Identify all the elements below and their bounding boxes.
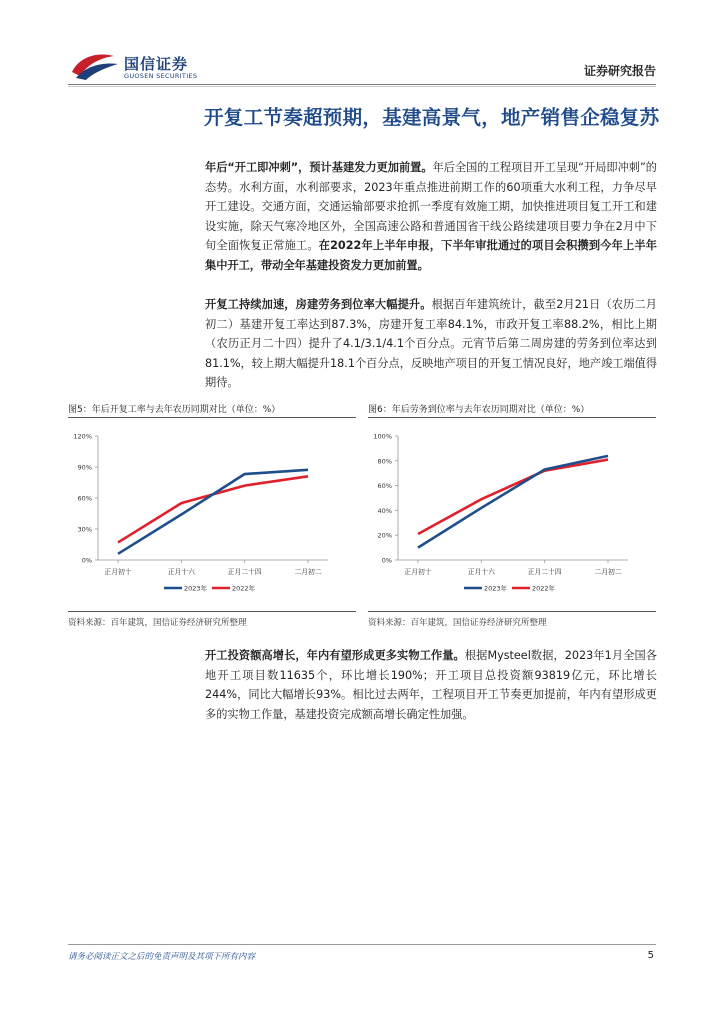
figure-5-bottom-rule — [68, 611, 356, 612]
legend-label: 2023年 — [484, 584, 508, 593]
report-type-label: 证券研究报告 — [583, 64, 656, 78]
paragraph-1 — [205, 158, 657, 276]
figure-6-title: 图6：年后劳务到位率与去年农历同期对比（单位：%） — [368, 405, 590, 415]
page-number: 5 — [647, 950, 654, 961]
paragraph-1-tail: 在2022年上半年申报，下半年审批通过的项目会积攒到今年上半年集中开工，带动全年基建投资发力更加前置。 — [205, 239, 657, 272]
figure-6-top-rule — [368, 417, 656, 418]
paragraph-3 — [205, 646, 657, 724]
paragraph-2-lead: 开复工持续加速，房建劳务到位率大幅提升。 — [205, 298, 432, 311]
guosen-logo-icon — [70, 50, 120, 82]
figure-6-source: 资料来源：百年建筑，国信证券经济研究所整理 — [368, 618, 547, 628]
y-tick-label: 80% — [377, 457, 392, 466]
y-tick-label: 90% — [77, 463, 92, 472]
series-line-2022年 — [418, 460, 608, 534]
series-line-2022年 — [118, 476, 308, 542]
paragraph-1-lead: 年后“开工即冲刺”，预计基建发力更加前置。 — [205, 161, 433, 174]
section-title: 开复工节奏超预期，基建高景气，地产销售企稳复苏 — [204, 106, 660, 129]
company-logo — [70, 50, 210, 86]
header-divider-thin — [68, 86, 656, 87]
y-tick-label: 60% — [77, 494, 92, 503]
series-line-2023年 — [118, 470, 308, 554]
y-tick-label: 20% — [377, 531, 392, 540]
y-tick-label: 40% — [377, 506, 392, 515]
y-tick-label: 0% — [81, 556, 92, 565]
paragraph-2 — [205, 295, 657, 393]
legend-label: 2022年 — [232, 584, 256, 593]
x-tick-label: 正月二十四 — [227, 568, 262, 576]
y-tick-label: 100% — [373, 432, 392, 441]
paragraph-3-lead: 开工投资额高增长，年内有望形成更多实物工作量。 — [205, 649, 465, 662]
figure-5-top-rule — [68, 417, 356, 418]
x-tick-label: 正月初十 — [404, 568, 432, 576]
x-tick-label: 正月十六 — [467, 568, 495, 576]
x-tick-label: 正月十六 — [167, 568, 195, 576]
figure-6-chart — [368, 426, 658, 606]
paragraph-3-body: 根据Mysteel数据，2023年1月全国各地开工项目数11635个，环比增长190%；开工项目总投资额93819亿元，环比增长244%，同比大幅增长93%。相比过去两年，工程项目开工节奏更加提前，年内有望形成更多的实物工作量，基建投资完成额高增长确定性加强。 — [205, 649, 657, 721]
x-tick-label: 二月初二 — [594, 568, 622, 576]
figure-5-title: 图5：年后开复工率与去年农历同期对比（单位：%） — [68, 405, 281, 415]
paragraph-2-body: 根据百年建筑统计，截至2月21日（农历二月初二）基建开复工率达到87.3%，房建开复工率84.1%，市政开复工率88.2%，相比上期（农历正月二十四）提升了4.1/3.1/4.1个百分点。元宵节后第二周房建的劳务到位率达到81.1%，较上期大幅提升18.1个百分点，反映地产项目的开复工情况良好，地产竣工端值得期待。 — [205, 298, 658, 390]
y-tick-label: 120% — [73, 432, 92, 441]
x-tick-label: 正月二十四 — [527, 568, 562, 576]
footer-divider — [68, 944, 656, 945]
x-tick-label: 二月初二 — [294, 568, 322, 576]
legend-label: 2023年 — [184, 584, 208, 593]
x-tick-label: 正月初十 — [104, 568, 132, 576]
logo-text-en: GUOSEN SECURITIES — [124, 72, 198, 80]
y-tick-label: 60% — [377, 482, 392, 491]
series-line-2023年 — [418, 456, 608, 548]
legend-label: 2022年 — [532, 584, 556, 593]
y-tick-label: 0% — [381, 556, 392, 565]
logo-text-cn: 国信证券 — [124, 55, 189, 73]
y-tick-label: 30% — [77, 525, 92, 534]
figure-6-bottom-rule — [368, 611, 656, 612]
paragraph-1-body: 年后全国的工程项目开工呈现“开局即冲刺”的态势。水利方面，水利部要求，2023年重点推进前期工作的60项重大水利工程，力争尽早开工建设。交通方面，交通运输部要求抢抓一季度有效施工期，加快推进项目复工开工和建设实施，除天气寒冷地区外，全国高速公路和普通国省干线公路续建项目要力争在2月中下旬全面恢复正常施工。 — [205, 161, 657, 253]
header-divider — [68, 84, 656, 85]
figure-5-source: 资料来源：百年建筑，国信证券经济研究所整理 — [68, 618, 247, 628]
figure-5-chart — [68, 426, 358, 606]
footer-disclaimer: 请务必阅读正文之后的免责声明及其项下所有内容 — [68, 952, 256, 962]
